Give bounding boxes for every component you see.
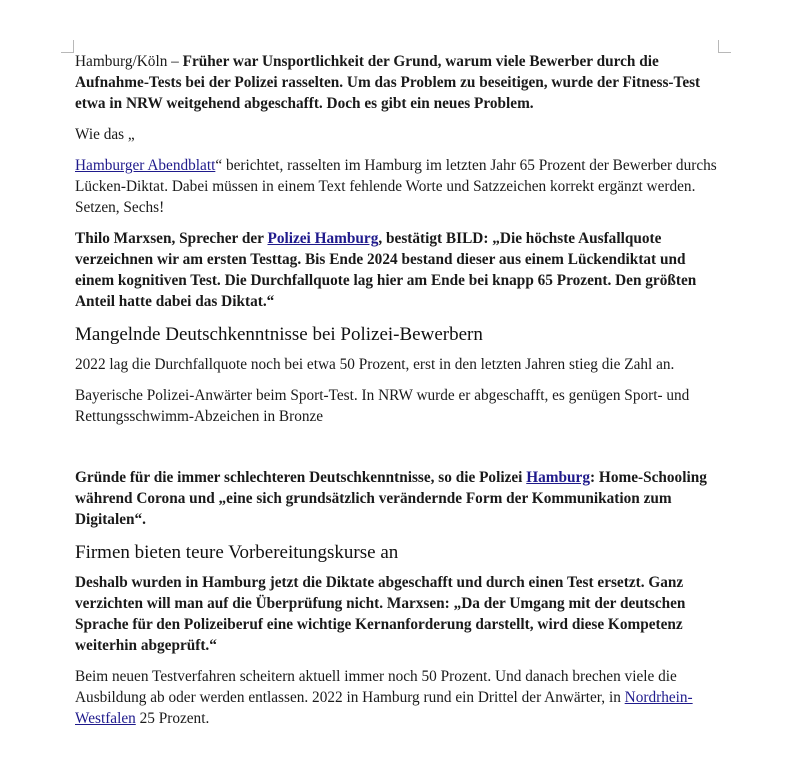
reasons-paragraph [75, 467, 725, 530]
paragraph-intro: Wie das „ [75, 126, 135, 143]
link-nordrhein-westfalen[interactable]: Nordrhein-Westfalen [75, 689, 693, 727]
heading-deutschkenntnisse: Mangelnde Deutschkenntnisse bei Polizei-Bewerbern [75, 324, 483, 345]
reasons-before: Gründe für die immer schlechteren Deutschkenntnisse, so die Polizei [75, 469, 527, 486]
marxsen-paragraph [75, 572, 725, 656]
testverfahren-after: 25 Prozent. [135, 710, 210, 727]
paragraph-testverfahren [75, 666, 725, 729]
lead-paragraph [75, 51, 725, 114]
dateline: Hamburg/Köln – [75, 53, 183, 70]
reasons-after: : Home-Schooling während Corona und „eine sich grundsätzlich verändernde Form der Kommunikation zum Digitalen“. [75, 469, 707, 528]
paragraph-abendblatt [75, 155, 725, 218]
paragraph-text: “ berichtet, rasselten im Hamburg im letzten Jahr 65 Prozent der Bewerber durchs Lücken-Diktat. Dabei müssen in einem Text fehlende Worte und Satzzeichen korrekt ergänzt werden. Setzen, Sechs! [75, 157, 717, 216]
link-hamburg[interactable]: Hamburg [526, 469, 590, 486]
crop-mark-top-left [61, 40, 74, 53]
quote-after: , bestätigt BILD: „Die höchste Ausfallquote verzeichnen wir am ersten Testtag. Bis Ende 2024 bestand dieser aus einem Lückendiktat und einem kognitiven Test. Die Durchfallquote lag hier am Ende bei knapp 65 Prozent. Den größten Anteil hatte dabei das Diktat.“ [75, 230, 697, 310]
link-polizei-hamburg[interactable]: Polizei Hamburg [267, 230, 379, 247]
quote-before: Thilo Marxsen, Sprecher der [75, 230, 268, 247]
image-caption: Bayerische Polizei-Anwärter beim Sport-Test. In NRW wurde er abgeschafft, es genügen Sport- und Rettungsschwimm-Abzeichen in Bronze [75, 387, 690, 425]
marxsen-text: Deshalb wurden in Hamburg jetzt die Diktate abgeschafft und durch einen Test ersetzt. Ganz verzichten will man auf die Überprüfung nicht. Marxsen: „Da der Umgang mit der deutschen Sprache für den Polizeiberuf eine wichtige Kernanforderung darstellt, wird diese Kompetenz weiterhin abgeprüft.“ [75, 574, 686, 654]
lead-text: Früher war Unsportlichkeit der Grund, warum viele Bewerber durch die Aufnahme-Tests bei der Polizei rasselten. Um das Problem zu beseitigen, wurde der Fitness-Test etwa in NRW weitgehend abgeschafft. Doch es gibt ein neues Problem. [75, 53, 701, 112]
document-page [75, 51, 725, 739]
paragraph-durchfallquote: 2022 lag die Durchfallquote noch bei etwa 50 Prozent, erst in den letzten Jahren stieg die Zahl an. [75, 356, 675, 373]
testverfahren-before: Beim neuen Testverfahren scheitern aktuell immer noch 50 Prozent. Und danach brechen viele die Ausbildung ab oder werden entlassen. 2022 in Hamburg rund ein Drittel der Anwärter, in [75, 668, 677, 706]
link-hamburger-abendblatt[interactable]: Hamburger Abendblatt [75, 157, 216, 174]
heading-vorbereitungskurse: Firmen bieten teure Vorbereitungskurse an [75, 542, 399, 563]
quote-paragraph [75, 228, 725, 312]
